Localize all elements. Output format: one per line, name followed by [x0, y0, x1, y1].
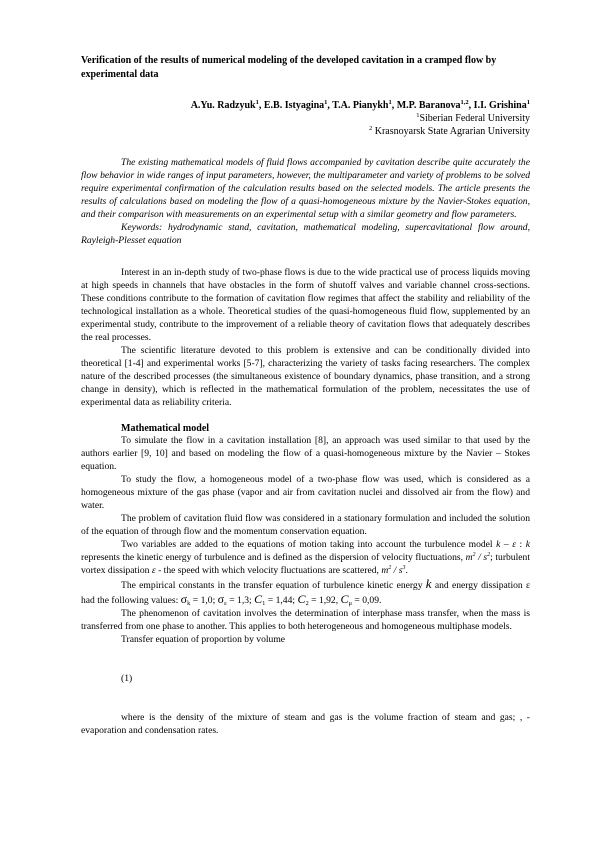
- equation-number: (1): [121, 672, 133, 684]
- epsilon-symbol: ε: [151, 565, 156, 577]
- unit-m2-s3: [381, 565, 408, 577]
- unit-2-div: / s: [391, 565, 403, 577]
- unit-2-exp: 2: [388, 565, 392, 572]
- constant-value: = 1,0;: [190, 594, 218, 606]
- p6-text-e: - the speed with which velocity fluctuations are scattered,: [155, 565, 382, 577]
- affiliation-1-text: Siberian Federal University: [419, 113, 530, 124]
- paper-title: Verification of the results of numerical modeling of the developed cavitation in a cramped flow by experimental data: [81, 55, 497, 80]
- constant-subscript: ε: [224, 599, 227, 607]
- unit-1-exp: 2: [472, 552, 476, 559]
- paragraph-6: [81, 539, 530, 578]
- author-separator: ,: [258, 100, 264, 111]
- constant-value: = 1,92,: [308, 594, 341, 606]
- constant-symbol: C: [254, 591, 263, 606]
- author-name: E.B. Istyagina: [263, 100, 325, 111]
- paragraph-7: [81, 575, 530, 608]
- author-affiliation-mark: 1: [324, 99, 328, 106]
- constant-symbol: σ: [180, 591, 188, 606]
- author-block: [81, 99, 530, 138]
- constant-symbol: C: [340, 591, 349, 606]
- abstract-keywords: Keywords: hydrodynamic stand, cavitation, mathematical modeling, supercavitational flow around, Rayleigh-Plesset equation: [81, 222, 530, 246]
- unit-1-div: / s: [475, 552, 488, 564]
- p6-text-a: Two variables are added to the equations of motion taking into account the turbulence model: [121, 539, 497, 551]
- author-separator: ,: [391, 100, 397, 111]
- author-affiliation-mark: 1,2: [460, 99, 469, 106]
- p7-text-b: and energy dissipation ε had the following values:: [81, 579, 530, 606]
- unit-2-div-exp: 3: [402, 565, 406, 572]
- affiliation-1: [81, 112, 530, 125]
- constant-value: = 0,09.: [352, 594, 382, 606]
- abstract-text: The existing mathematical models of fluid flows accompanied by cavitation describe quite accurately the flow behavior in wide ranges of input parameters, however, the multiparameter and variety of problems to be solved require experimental confirmation of the calculation results based on the selected models. The article presents the results of calculations based on modeling the flow of a quasi-homogeneous mixture by the Navier-Stokes equation, and their comparison with measurements on an experimental setup with a similar geometry and flow parameters.: [81, 157, 530, 220]
- author-names: [81, 99, 530, 112]
- affiliation-2-number: 2: [369, 125, 373, 132]
- author-name: T.A. Pianykh: [332, 100, 389, 111]
- paragraph-5: The problem of cavitation fluid flow was considered in a stationary formulation and included the solution of the equation of through flow and the momentum conservation equation.: [81, 513, 530, 538]
- author-name: M.P. Baranova: [396, 100, 461, 111]
- paragraph-10: where is the density of the mixture of steam and gas is the volume fraction of steam and gas; , - evaporation and condensation rates.: [81, 711, 530, 736]
- turbulence-model-symbol: k – ε: [496, 539, 517, 551]
- abstract: [81, 156, 530, 247]
- constant-subscript: 2: [305, 599, 309, 607]
- constant: [254, 591, 298, 607]
- author-name: I.I. Grishina: [473, 100, 527, 111]
- author-affiliation-mark: 1: [255, 99, 259, 106]
- p6-text-c: represents the kinetic energy of turbulence and is defined as the dispersion of velocity fluctuations,: [81, 552, 466, 564]
- k-symbol: k: [525, 539, 531, 551]
- p6-text-d: ; turbulent vortex dissipation: [81, 552, 530, 577]
- constant-symbol: σ: [217, 591, 225, 606]
- unit-1-base: m: [465, 552, 473, 564]
- author-separator: ,: [468, 100, 474, 111]
- constant: [217, 591, 255, 607]
- p6-text-f: .: [405, 565, 408, 577]
- paragraph-4: To study the flow, a homogeneous model of a two-phase flow was used, which is considered as a homogeneous mixture of the gas phase (vapor and air from cavitation nuclei and dissolved air from the flow) and water.: [81, 474, 530, 512]
- constant: [297, 591, 341, 607]
- section-heading: Mathematical model: [121, 423, 210, 435]
- author-affiliation-mark: 1: [526, 99, 530, 106]
- empirical-constants: [180, 591, 382, 607]
- affiliation-1-number: 1: [416, 112, 420, 119]
- author-name: A.Yu. Radzyuk: [190, 100, 256, 111]
- body-text: [81, 267, 530, 738]
- constant-subscript: μ: [348, 599, 353, 607]
- equation-placeholder: [81, 647, 530, 673]
- paragraph-8: The phenomenon of cavitation involves the determination of interphase mass transfer, when the mass is transferred from one phase to another. This applies to both heterogeneous and homogeneous multiphase models.: [81, 607, 530, 632]
- constant-value: = 1,44;: [265, 594, 298, 606]
- constant: [340, 591, 382, 607]
- unit-m2-s2: [466, 552, 491, 563]
- paragraph-2: The scientific literature devoted to this problem is extensive and can be conditionally divided into theoretical [1-4] and experimental works [5-7], characterizing the variety of tasks facing researchers. The complex nature of the described processes (the simultaneous existence of boundary dynamics, phase transition, and a strong change in density), which is reflected in the mathematical formulation of the problem, necessitates the use of experimental data as reliability criteria.: [81, 344, 530, 408]
- k-symbol-large: k: [425, 575, 432, 591]
- unit-2-base: m: [381, 565, 389, 577]
- affiliation-2-text: Krasnoyarsk State Agrarian University: [372, 126, 530, 137]
- affiliation-2: [81, 125, 530, 138]
- constant-subscript: 1: [262, 599, 266, 607]
- paragraph-1: Interest in an in-depth study of two-phase flows is due to the wide practical use of process liquids moving at high speeds in channels that have obstacles in the form of shutoff valves and variable channel cross-sections. These conditions contribute to the formation of cavitation flow regimes that affect the stability and reliability of the technological installation as a whole. Theoretical studies of the quasi-homogeneous fluid flow, supplemented by an experimental study, contribute to the improvement of a reliable theory of cavitation flows that adequately describes the real processes.: [81, 267, 530, 343]
- p7-text-a: The empirical constants in the transfer equation of turbulence kinetic energy: [121, 579, 426, 591]
- unit-1-div-exp: 2: [487, 552, 491, 559]
- equation-gap: [81, 686, 530, 712]
- constant-value: = 1,3;: [226, 594, 255, 606]
- author-separator: ,: [327, 100, 333, 111]
- constant-subscript: k: [187, 599, 191, 607]
- p6-text-b: :: [516, 539, 526, 551]
- constant-symbol: C: [297, 591, 306, 606]
- author-affiliation-mark: 1: [388, 99, 392, 106]
- paragraph-3: To simulate the flow in a cavitation installation [8], an approach was used similar to that used by the authors earlier [9, 10] and based on modeling the flow of a quasi-homogeneous mixture by the Navier – Stokes equation.: [81, 435, 530, 473]
- paragraph-9: Transfer equation of proportion by volume: [121, 633, 286, 645]
- constant: [180, 591, 218, 607]
